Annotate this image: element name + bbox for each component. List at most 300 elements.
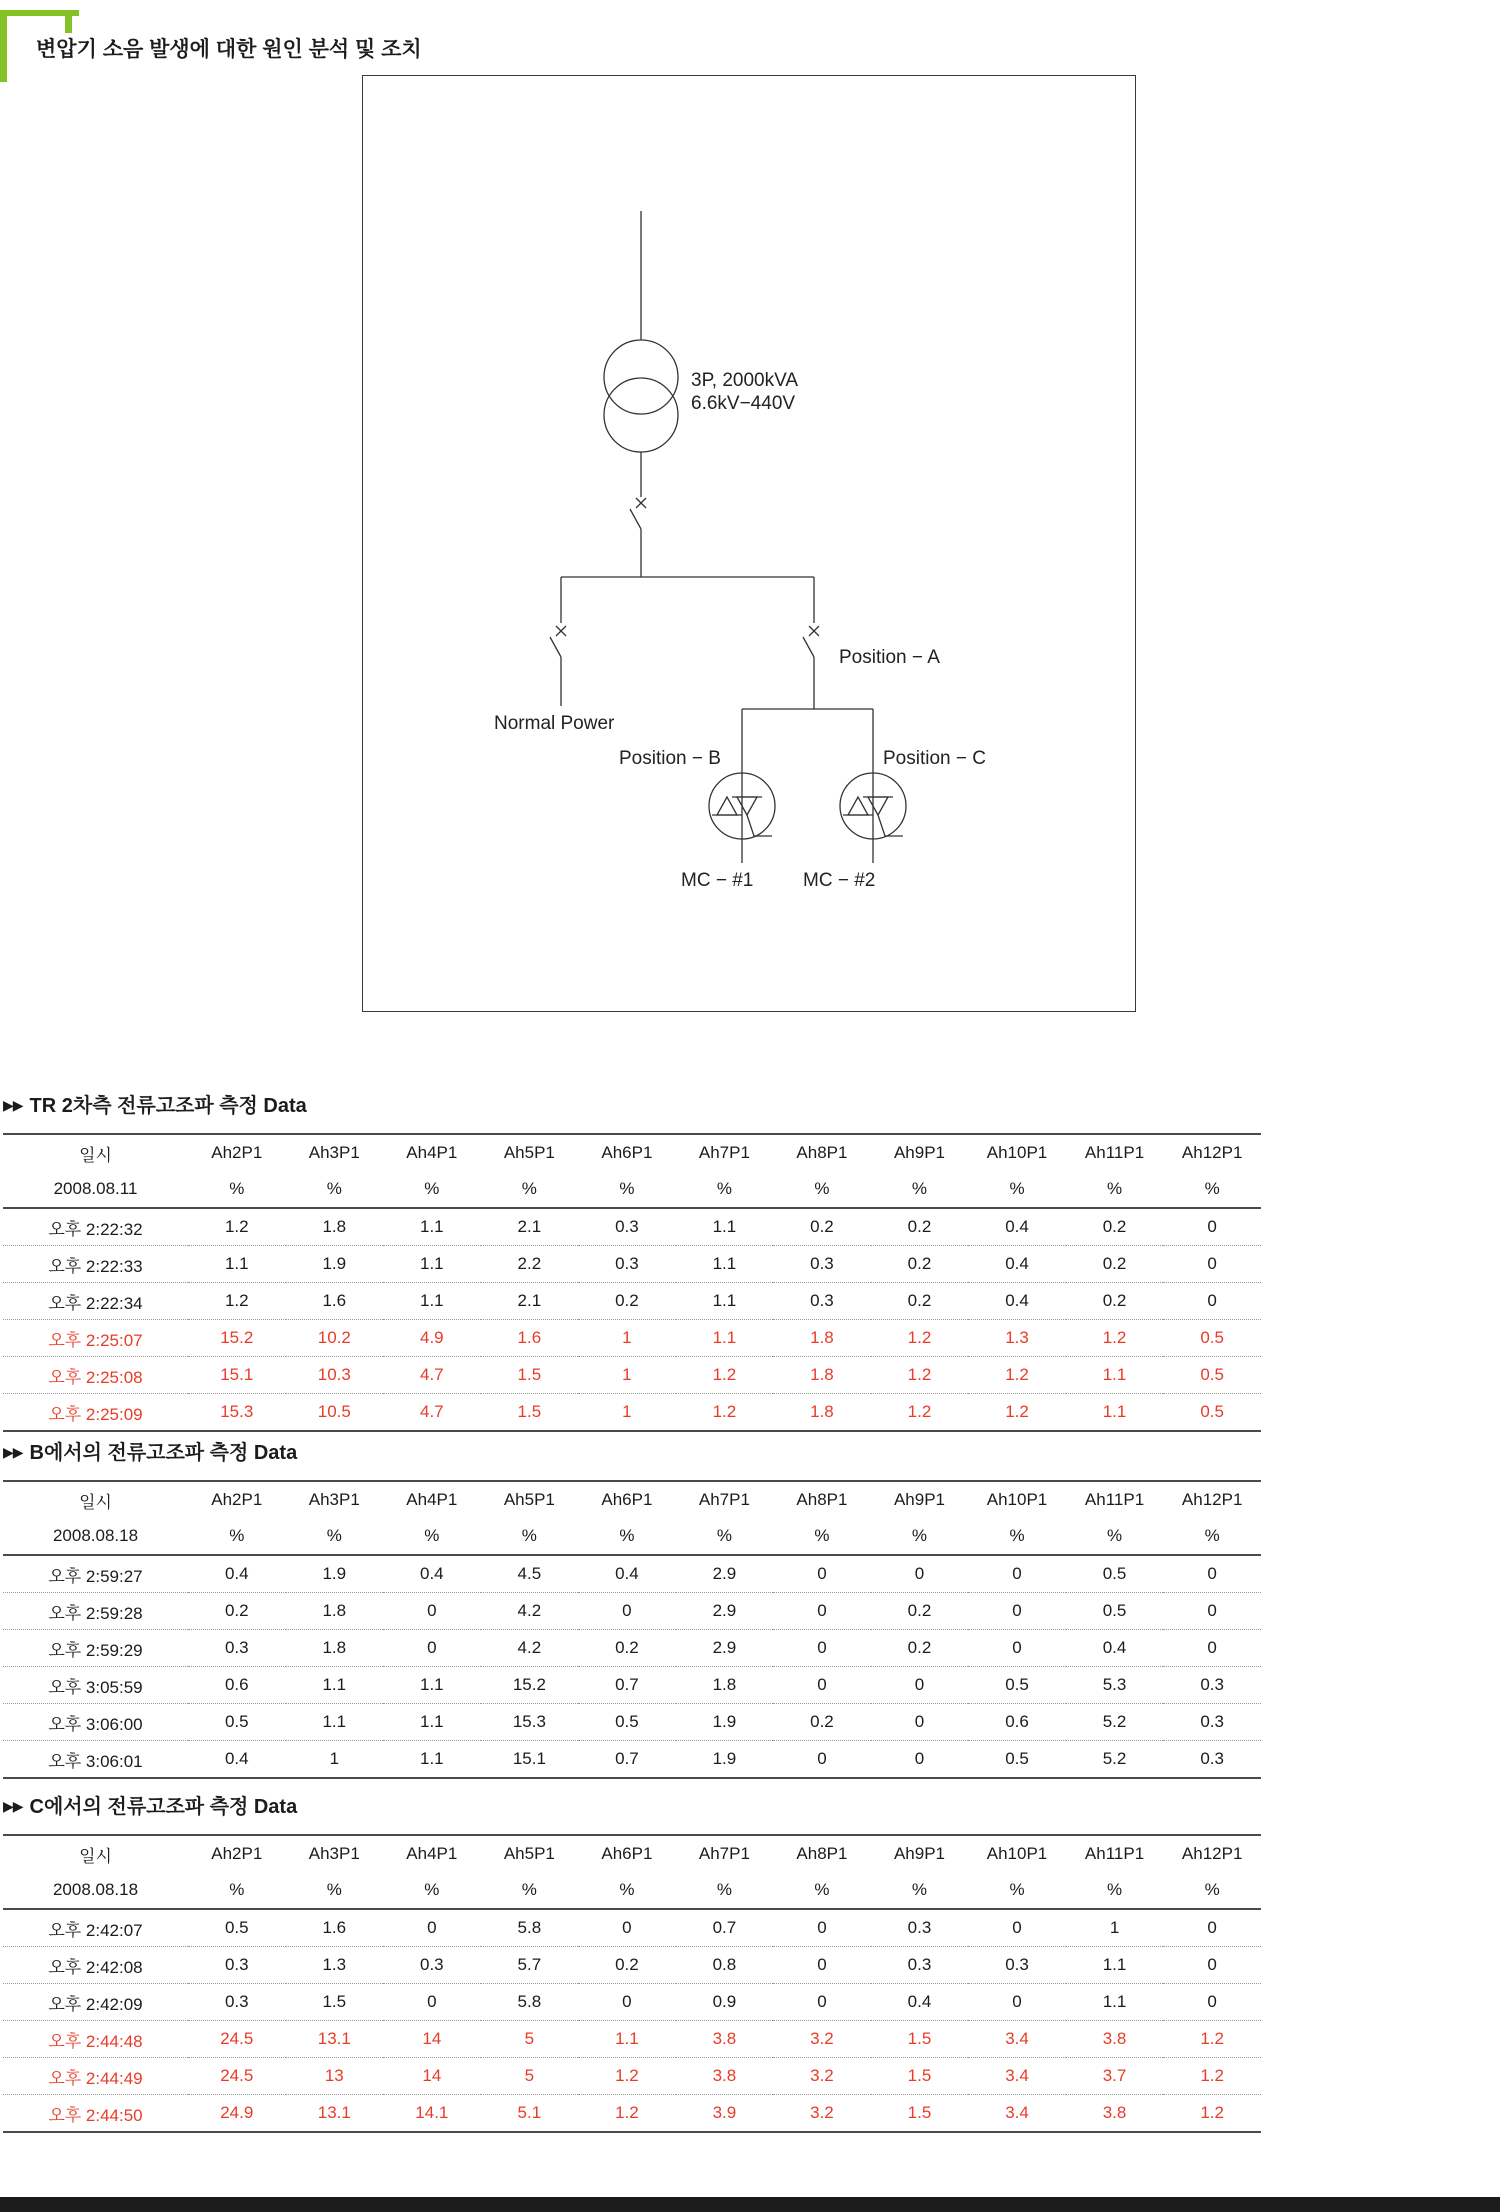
value-cell: 0.3 <box>773 1246 871 1283</box>
value-cell: 1.2 <box>224 1217 249 1236</box>
value-cell: 0.2 <box>907 1217 932 1236</box>
value-cell: 0.5 <box>1066 1593 1164 1630</box>
value-cell: 1.2 <box>578 2058 676 2095</box>
value-cell: 1.3 <box>968 1320 1066 1357</box>
value-cell: 0 <box>427 1918 437 1937</box>
value-cell: 3.8 <box>1066 2095 1164 2133</box>
value-cell: 3.7 <box>1066 2058 1164 2095</box>
value-cell: 0.3 <box>871 1947 969 1984</box>
transformer-voltage-label: 6.6kV−440V <box>691 393 796 414</box>
col-header-ah4p1: Ah4P1 <box>406 1844 458 1863</box>
value-cell: 0.4 <box>1005 1217 1029 1236</box>
value-cell: 3.4 <box>968 2058 1066 2095</box>
value-cell: 1 <box>286 1741 384 1779</box>
value-cell: 2.9 <box>676 1630 774 1667</box>
value-cell: 0 <box>773 1593 871 1630</box>
table-row <box>3 1208 1261 1246</box>
value-cell: 0.3 <box>578 1246 676 1283</box>
value-cell: 0.5 <box>578 1704 676 1741</box>
time-cell: 오후 2:25:09 <box>3 1394 188 1432</box>
col-header-ah7p1: Ah7P1 <box>698 1490 750 1509</box>
value-cell: 1.2 <box>188 1283 286 1320</box>
col-header-ah8p1: Ah8P1 <box>796 1844 848 1863</box>
col-header-ah2p1: Ah2P1 <box>211 1143 263 1162</box>
diagram-canvas <box>363 76 1133 1009</box>
table-row <box>3 1246 1261 1283</box>
section-position-b <box>3 1436 1261 1779</box>
value-cell: 1.2 <box>676 1394 774 1432</box>
time-cell: 오후 2:25:08 <box>3 1357 188 1394</box>
value-cell: 3.2 <box>773 2021 871 2058</box>
col-header-ah12p1: Ah12P1 <box>1181 1143 1243 1162</box>
col-header-ah3p1: Ah3P1 <box>308 1844 360 1863</box>
unit-label: % <box>676 1518 774 1555</box>
value-cell: 1.8 <box>773 1357 871 1394</box>
value-cell: 1 <box>578 1357 676 1394</box>
value-cell: 0 <box>578 1984 676 2021</box>
unit-label: % <box>188 1518 286 1555</box>
unit-label: % <box>481 1171 579 1208</box>
value-cell: 0 <box>1163 1246 1261 1283</box>
value-cell: 3.2 <box>773 2095 871 2133</box>
value-cell: 2.1 <box>481 1283 579 1320</box>
value-cell: 5.7 <box>481 1947 579 1984</box>
mc2-thyristor-symbol <box>840 709 906 863</box>
value-cell: 0.3 <box>968 1947 1066 1984</box>
value-cell: 0.2 <box>1102 1217 1127 1236</box>
unit-label: % <box>383 1518 481 1555</box>
table-row <box>3 1667 1261 1704</box>
time-cell: 오후 2:42:09 <box>3 1984 188 2021</box>
col-header-ah6p1: Ah6P1 <box>601 1490 653 1509</box>
value-cell: 0 <box>1163 1630 1261 1667</box>
value-cell: 0.3 <box>615 1217 639 1236</box>
value-cell: 1.8 <box>286 1593 384 1630</box>
value-cell: 3.8 <box>676 2058 774 2095</box>
table-row <box>3 1593 1261 1630</box>
time-cell: 오후 2:44:49 <box>3 2058 188 2095</box>
value-cell: 1.1 <box>383 1741 481 1779</box>
section-title <box>3 1790 1261 1819</box>
unit-label: % <box>188 1872 286 1909</box>
table-row <box>3 1283 1261 1320</box>
value-cell: 0 <box>1207 1918 1217 1937</box>
col-header-ah5p1: Ah5P1 <box>503 1143 555 1162</box>
time-cell: 오후 3:06:00 <box>3 1704 188 1741</box>
value-cell: 1.8 <box>773 1394 871 1432</box>
value-cell: 0.5 <box>188 1704 286 1741</box>
value-cell: 0 <box>773 1630 871 1667</box>
harmonics-table <box>3 1834 1261 2133</box>
value-cell: 1.1 <box>676 1320 774 1357</box>
value-cell: 5.2 <box>1066 1741 1164 1779</box>
col-header-datetime: 일시 <box>79 1145 112 1165</box>
value-cell: 1.9 <box>676 1704 774 1741</box>
mc2-label: MC − #2 <box>803 870 876 891</box>
value-cell: 2.1 <box>517 1217 542 1236</box>
value-cell: 0.6 <box>188 1667 286 1704</box>
value-cell: 1.2 <box>1066 1320 1164 1357</box>
value-cell: 1.1 <box>676 1246 774 1283</box>
value-cell: 1.1 <box>383 1246 481 1283</box>
value-cell: 1.1 <box>383 1667 481 1704</box>
value-cell: 0.2 <box>188 1593 286 1630</box>
unit-label: % <box>676 1872 774 1909</box>
value-cell: 5.8 <box>481 1984 579 2021</box>
value-cell: 1.2 <box>1163 2058 1261 2095</box>
unit-label: % <box>1066 1518 1164 1555</box>
value-cell: 1.2 <box>968 1357 1066 1394</box>
value-cell: 1.3 <box>286 1947 384 1984</box>
value-cell: 1.8 <box>322 1217 347 1236</box>
value-cell: 15.2 <box>188 1320 286 1357</box>
table-row <box>3 2021 1261 2058</box>
col-header-ah12p1: Ah12P1 <box>1181 1490 1243 1509</box>
value-cell: 1.8 <box>676 1667 774 1704</box>
normal-power-label: Normal Power <box>494 713 615 734</box>
table-row <box>3 1357 1261 1394</box>
value-cell: 3.2 <box>773 2058 871 2095</box>
value-cell: 0 <box>968 1984 1066 2021</box>
value-cell: 1.5 <box>871 2058 969 2095</box>
col-header-ah5p1: Ah5P1 <box>503 1844 555 1863</box>
value-cell: 0 <box>1012 1564 1022 1583</box>
unit-label: % <box>676 1171 774 1208</box>
time-cell: 오후 2:42:08 <box>3 1947 188 1984</box>
value-cell: 0 <box>871 1704 969 1741</box>
main-switch-symbol <box>630 498 646 577</box>
col-header-ah5p1: Ah5P1 <box>503 1490 555 1509</box>
value-cell: 1.1 <box>1066 1947 1164 1984</box>
value-cell: 0.4 <box>420 1564 444 1583</box>
unit-label: % <box>286 1171 384 1208</box>
value-cell: 5.1 <box>481 2095 579 2133</box>
section-title-text: C에서의 전류고조파 측정 Data <box>29 1796 298 1818</box>
value-cell: 0.9 <box>676 1984 774 2021</box>
unit-label: % <box>1163 1518 1261 1555</box>
value-cell: 0.5 <box>1163 1394 1261 1432</box>
value-cell: 0 <box>1207 1564 1217 1583</box>
value-cell: 1.1 <box>383 1283 481 1320</box>
value-cell: 0 <box>968 1630 1066 1667</box>
value-cell: 1.1 <box>188 1246 286 1283</box>
section-title <box>3 1089 1261 1118</box>
col-header-ah6p1: Ah6P1 <box>601 1844 653 1863</box>
value-cell: 0.3 <box>773 1283 871 1320</box>
position-a-label: Position − A <box>839 647 940 668</box>
normal-power-switch-symbol <box>550 577 566 706</box>
measurement-date: 2008.08.11 <box>3 1171 188 1208</box>
col-header-ah9p1: Ah9P1 <box>893 1143 945 1162</box>
value-cell: 0.3 <box>1163 1667 1261 1704</box>
col-header-ah11p1: Ah11P1 <box>1084 1490 1145 1509</box>
value-cell: 0.3 <box>1163 1704 1261 1741</box>
value-cell: 13 <box>286 2058 384 2095</box>
time-cell: 오후 2:59:28 <box>3 1593 188 1630</box>
unit-label: % <box>578 1518 676 1555</box>
table-row <box>3 2095 1261 2133</box>
col-header-ah7p1: Ah7P1 <box>698 1143 750 1162</box>
unit-label: % <box>383 1171 481 1208</box>
value-cell: 0.3 <box>188 1947 286 1984</box>
value-cell: 0.2 <box>871 1593 969 1630</box>
col-header-ah3p1: Ah3P1 <box>308 1490 360 1509</box>
col-header-ah9p1: Ah9P1 <box>893 1490 945 1509</box>
value-cell: 0.4 <box>224 1564 249 1583</box>
unit-label: % <box>968 1171 1066 1208</box>
value-cell: 0 <box>383 1984 481 2021</box>
value-cell: 1 <box>578 1320 676 1357</box>
value-cell: 0 <box>773 1947 871 1984</box>
col-header-ah8p1: Ah8P1 <box>796 1490 848 1509</box>
value-cell: 1.9 <box>322 1564 347 1583</box>
unit-label: % <box>1066 1872 1164 1909</box>
value-cell: 1.1 <box>676 1283 774 1320</box>
measurement-date: 2008.08.18 <box>3 1518 188 1555</box>
col-header-ah10p1: Ah10P1 <box>986 1143 1048 1162</box>
table-row <box>3 2058 1261 2095</box>
value-cell: 0 <box>773 1667 871 1704</box>
table-row <box>3 1741 1261 1779</box>
value-cell: 4.5 <box>517 1564 542 1583</box>
value-cell: 1.5 <box>286 1984 384 2021</box>
value-cell: 0 <box>871 1741 969 1779</box>
value-cell: 1.2 <box>968 1394 1066 1432</box>
value-cell: 1.2 <box>871 1320 969 1357</box>
measurement-date: 2008.08.18 <box>3 1872 188 1909</box>
value-cell: 0.2 <box>578 1283 676 1320</box>
value-cell: 1.1 <box>1066 1357 1164 1394</box>
value-cell: 0.4 <box>871 1984 969 2021</box>
col-header-ah4p1: Ah4P1 <box>406 1143 458 1162</box>
value-cell: 0.7 <box>578 1741 676 1779</box>
value-cell: 5.2 <box>1066 1704 1164 1741</box>
value-cell: 5.8 <box>517 1918 542 1937</box>
value-cell: 1.2 <box>1163 2021 1261 2058</box>
value-cell: 0.4 <box>188 1741 286 1779</box>
value-cell: 2.9 <box>712 1564 737 1583</box>
value-cell: 3.8 <box>676 2021 774 2058</box>
mc1-thyristor-symbol <box>709 709 775 863</box>
col-header-ah6p1: Ah6P1 <box>601 1143 653 1162</box>
unit-label: % <box>1163 1171 1261 1208</box>
time-cell: 오후 2:22:33 <box>3 1246 188 1283</box>
value-cell: 0 <box>622 1918 632 1937</box>
time-cell: 오후 2:44:50 <box>3 2095 188 2133</box>
table-row <box>3 1630 1261 1667</box>
value-cell: 4.2 <box>481 1630 579 1667</box>
value-cell: 0 <box>773 1741 871 1779</box>
col-header-ah2p1: Ah2P1 <box>211 1490 263 1509</box>
value-cell: 1.6 <box>286 1283 384 1320</box>
value-cell: 1.1 <box>1066 1984 1164 2021</box>
time-cell: 오후 2:25:07 <box>3 1320 188 1357</box>
value-cell: 15.1 <box>481 1741 579 1779</box>
unit-label: % <box>871 1518 969 1555</box>
value-cell: 0 <box>817 1564 827 1583</box>
value-cell: 0 <box>578 1593 676 1630</box>
value-cell: 3.8 <box>1066 2021 1164 2058</box>
table-row <box>3 1394 1261 1432</box>
table-row <box>3 1555 1261 1593</box>
value-cell: 1.1 <box>383 1704 481 1741</box>
value-cell: 1.1 <box>578 2021 676 2058</box>
page-bottom-bar <box>0 2197 1500 2212</box>
value-cell: 1.9 <box>286 1246 384 1283</box>
time-cell: 오후 3:05:59 <box>3 1667 188 1704</box>
time-cell: 오후 2:59:27 <box>48 1566 143 1586</box>
value-cell: 0.2 <box>1066 1283 1164 1320</box>
single-line-diagram <box>362 75 1136 1012</box>
value-cell: 0.4 <box>968 1283 1066 1320</box>
value-cell: 1.8 <box>286 1630 384 1667</box>
value-cell: 0.2 <box>871 1630 969 1667</box>
value-cell: 4.2 <box>481 1593 579 1630</box>
value-cell: 0.4 <box>615 1564 639 1583</box>
value-cell: 14 <box>383 2021 481 2058</box>
value-cell: 15.2 <box>481 1667 579 1704</box>
value-cell: 0.3 <box>188 1984 286 2021</box>
value-cell: 1.1 <box>1066 1394 1164 1432</box>
value-cell: 0.6 <box>968 1704 1066 1741</box>
value-cell: 1.2 <box>1163 2095 1261 2133</box>
value-cell: 5.3 <box>1066 1667 1164 1704</box>
value-cell: 1.8 <box>773 1320 871 1357</box>
col-header-ah10p1: Ah10P1 <box>986 1490 1048 1509</box>
section-marker-icon: ▶▶ <box>3 1444 23 1460</box>
section-title-text: TR 2차측 전류고조파 측정 Data <box>29 1095 307 1117</box>
unit-label: % <box>773 1518 871 1555</box>
unit-label: % <box>578 1872 676 1909</box>
value-cell: 0.3 <box>383 1947 481 1984</box>
value-cell: 14.1 <box>383 2095 481 2133</box>
value-cell: 1.5 <box>481 1394 579 1432</box>
value-cell: 13.1 <box>286 2095 384 2133</box>
value-cell: 1.5 <box>481 1357 579 1394</box>
value-cell: 24.9 <box>188 2095 286 2133</box>
value-cell: 0 <box>773 1984 871 2021</box>
unit-label: % <box>286 1518 384 1555</box>
value-cell: 0.3 <box>188 1630 286 1667</box>
time-cell: 오후 2:22:32 <box>48 1219 143 1239</box>
value-cell: 4.9 <box>383 1320 481 1357</box>
col-header-ah8p1: Ah8P1 <box>796 1143 848 1162</box>
value-cell: 15.3 <box>481 1704 579 1741</box>
value-cell: 2.9 <box>676 1593 774 1630</box>
time-cell: 오후 2:59:29 <box>3 1630 188 1667</box>
value-cell: 14 <box>383 2058 481 2095</box>
value-cell: 0.8 <box>676 1947 774 1984</box>
position-a-switch-symbol <box>803 577 819 709</box>
value-cell: 1.6 <box>481 1320 579 1357</box>
transformer-rating-label: 3P, 2000kVA <box>691 370 799 391</box>
value-cell: 1.5 <box>871 2095 969 2133</box>
harmonics-table <box>3 1480 1261 1779</box>
col-header-datetime: 일시 <box>79 1846 112 1866</box>
value-cell: 1.2 <box>676 1357 774 1394</box>
value-cell: 3.9 <box>676 2095 774 2133</box>
value-cell: 1.2 <box>871 1357 969 1394</box>
position-b-label: Position − B <box>619 748 721 769</box>
value-cell: 0 <box>383 1630 481 1667</box>
time-cell: 오후 3:06:01 <box>3 1741 188 1779</box>
value-cell: 1.9 <box>676 1741 774 1779</box>
col-header-datetime: 일시 <box>79 1492 112 1512</box>
unit-label: % <box>383 1872 481 1909</box>
page-title: 변압기 소음 발생에 대한 원인 분석 및 조치 <box>36 38 422 61</box>
value-cell: 0.5 <box>1163 1357 1261 1394</box>
value-cell: 0 <box>914 1564 925 1583</box>
value-cell: 5 <box>481 2058 579 2095</box>
transformer-symbol <box>604 340 678 452</box>
value-cell: 4.7 <box>383 1394 481 1432</box>
table-row <box>3 1704 1261 1741</box>
col-header-ah7p1: Ah7P1 <box>698 1844 750 1863</box>
unit-label: % <box>481 1518 579 1555</box>
section-marker-icon: ▶▶ <box>3 1798 23 1814</box>
value-cell: 0 <box>1163 1984 1261 2021</box>
value-cell: 1.2 <box>871 1394 969 1432</box>
value-cell: 0.4 <box>968 1246 1066 1283</box>
value-cell: 15.1 <box>188 1357 286 1394</box>
value-cell: 1 <box>578 1394 676 1432</box>
value-cell: 10.3 <box>286 1357 384 1394</box>
unit-label: % <box>188 1171 286 1208</box>
section-position-c <box>3 1790 1261 2133</box>
value-cell: 10.2 <box>286 1320 384 1357</box>
table-row <box>3 1984 1261 2021</box>
value-cell: 0 <box>1163 1283 1261 1320</box>
value-cell: 1.1 <box>712 1217 737 1236</box>
table-row <box>3 1320 1261 1357</box>
unit-label: % <box>968 1518 1066 1555</box>
value-cell: 0.2 <box>810 1217 834 1236</box>
section-title-text: B에서의 전류고조파 측정 Data <box>29 1442 298 1464</box>
unit-label: % <box>968 1872 1066 1909</box>
mc1-label: MC − #1 <box>681 870 754 891</box>
value-cell: 0.5 <box>968 1667 1066 1704</box>
section-marker-icon: ▶▶ <box>3 1097 23 1113</box>
title-accent-bracket-stub <box>65 10 72 33</box>
col-header-ah2p1: Ah2P1 <box>211 1844 263 1863</box>
value-cell: 0 <box>1163 1947 1261 1984</box>
unit-label: % <box>1163 1872 1261 1909</box>
value-cell: 0.2 <box>1066 1246 1164 1283</box>
unit-label: % <box>773 1872 871 1909</box>
value-cell: 0.2 <box>871 1246 969 1283</box>
col-header-ah10p1: Ah10P1 <box>986 1844 1048 1863</box>
value-cell: 10.5 <box>286 1394 384 1432</box>
value-cell: 0 <box>1207 1217 1217 1236</box>
section-tr-secondary <box>3 1089 1261 1432</box>
value-cell: 4.7 <box>383 1357 481 1394</box>
table-row <box>3 1947 1261 1984</box>
value-cell: 1 <box>1109 1918 1120 1937</box>
col-header-ah9p1: Ah9P1 <box>893 1844 945 1863</box>
value-cell: 0.2 <box>578 1630 676 1667</box>
section-title <box>3 1436 1261 1465</box>
col-header-ah4p1: Ah4P1 <box>406 1490 458 1509</box>
value-cell: 15.3 <box>188 1394 286 1432</box>
position-c-label: Position − C <box>883 748 986 769</box>
value-cell: 3.4 <box>968 2095 1066 2133</box>
value-cell: 0 <box>1163 1593 1261 1630</box>
value-cell: 0 <box>871 1667 969 1704</box>
unit-label: % <box>773 1171 871 1208</box>
value-cell: 1.2 <box>578 2095 676 2133</box>
time-cell: 오후 2:44:48 <box>3 2021 188 2058</box>
value-cell: 0.5 <box>968 1741 1066 1779</box>
